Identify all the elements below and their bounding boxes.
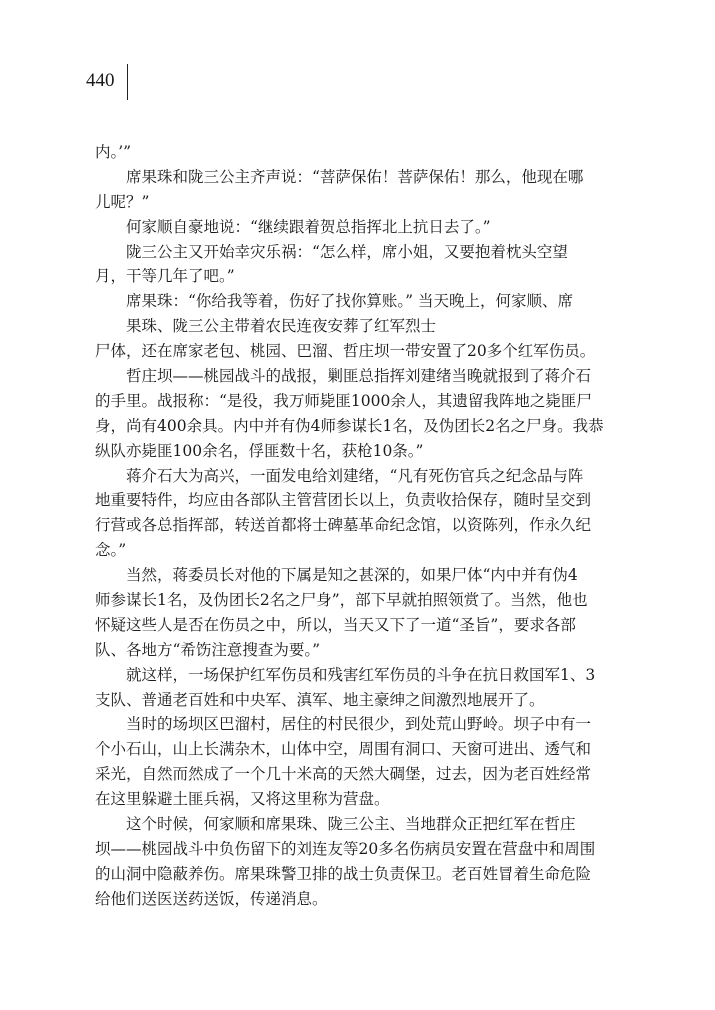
text-line: 儿呢？” [95, 192, 150, 211]
body-text [95, 140, 715, 912]
text-line: 的手里。战报称：“是役，我万师毙匪1000余人，其遗留我阵地之毙匪尸 [95, 391, 592, 410]
text-line: 陇三公主又开始幸灾乐祸：“怎么样，席小姐，又要抱着枕头空望 [126, 242, 568, 261]
text-line: 就这样，一场保护红军伤员和残害红军伤员的斗争在抗日救国军1、3 [126, 665, 596, 684]
text-line: 当时的场坝区巴溜村，居住的村民很少，到处荒山野岭。坝子中有一 [126, 715, 592, 734]
text-line: 念。” [95, 541, 127, 560]
text-line: 果珠、陇三公主带着农民连夜安葬了红军烈士 [126, 317, 437, 336]
text-line: 坝——桃园战斗中负伤留下的刘连友等20多名伤病员安置在营盘中和周围 [95, 839, 596, 858]
text-line: 给他们送医送药送饭，传递消息。 [95, 889, 328, 908]
text-line: 哲庄坝——桃园战斗的战报，剿匪总指挥刘建绪当晚就报到了蒋介石 [126, 367, 592, 386]
text-line: 席果珠：“你给我等着，伤好了找你算账。” 当天晚上，何家顺、席 [126, 292, 574, 311]
header-divider [127, 64, 128, 100]
text-line: 何家顺自豪地说：“继续跟着贺总指挥北上抗日去了。” [126, 217, 491, 236]
text-line: 尸体，还在席家老包、桃园、巴溜、哲庄坝一带安置了20多个红军伤员。 [95, 342, 596, 361]
text-line: 这个时候，何家顺和席果珠、陇三公主、当地群众正把红军在哲庄 [126, 815, 576, 834]
page-number: 440 [86, 70, 115, 91]
text-line: 队、各地方“希饬注意搜查为要。” [95, 640, 321, 659]
text-line: 行营或各总指挥部，转送首都将士碑墓革命纪念馆，以资陈列，作永久纪 [95, 516, 592, 535]
text-line: 的山洞中隐蔽养伤。席果珠警卫排的战士负责保卫。老百姓冒着生命危险 [95, 864, 592, 883]
text-line: 内。’” [95, 143, 132, 161]
text-line: 当然，蒋委员长对他的下属是知之甚深的，如果尸体“内中并有伪4 [126, 566, 578, 585]
text-line: 支队、普通老百姓和中央军、滇军、地主豪绅之间激烈地展开了。 [95, 690, 545, 709]
text-line: 月，干等几年了吧。” [95, 267, 235, 286]
text-line: 师参谋长1名，及伪团长2名之尸身”，部下早就拍照领赏了。当然，他也 [95, 591, 588, 610]
text-line: 席果珠和陇三公主齐声说：“菩萨保佑！菩萨保佑！那么，他现在哪 [126, 167, 584, 186]
text-line: 纵队亦毙匪100余名，俘匪数十名，获枪10条。” [95, 441, 424, 460]
text-line: 蒋介石大为高兴，一面发电给刘建绪，“凡有死伤官兵之纪念品与阵 [126, 466, 584, 485]
text-line: 个小石山，山上长满杂木，山体中空，周围有洞口、天窗可进出、透气和 [95, 740, 592, 759]
text-line: 采光，自然而然成了一个几十米高的天然大碉堡，过去，因为老百姓经常 [95, 765, 592, 784]
text-line: 身，尚有400余具。内中并有伪4师参谋长1名，及伪团长2名之尸身。我恭 [95, 416, 604, 435]
text-line: 怀疑这些人是否在伤员之中，所以，当天又下了一道“圣旨”，要求各部 [95, 615, 576, 634]
text-line: 在这里躲避土匪兵祸，又将这里称为营盘。 [95, 790, 390, 809]
text-line: 地重要特件，均应由各部队主管营团长以上，负责收拾保存，随时呈交到 [95, 491, 592, 510]
